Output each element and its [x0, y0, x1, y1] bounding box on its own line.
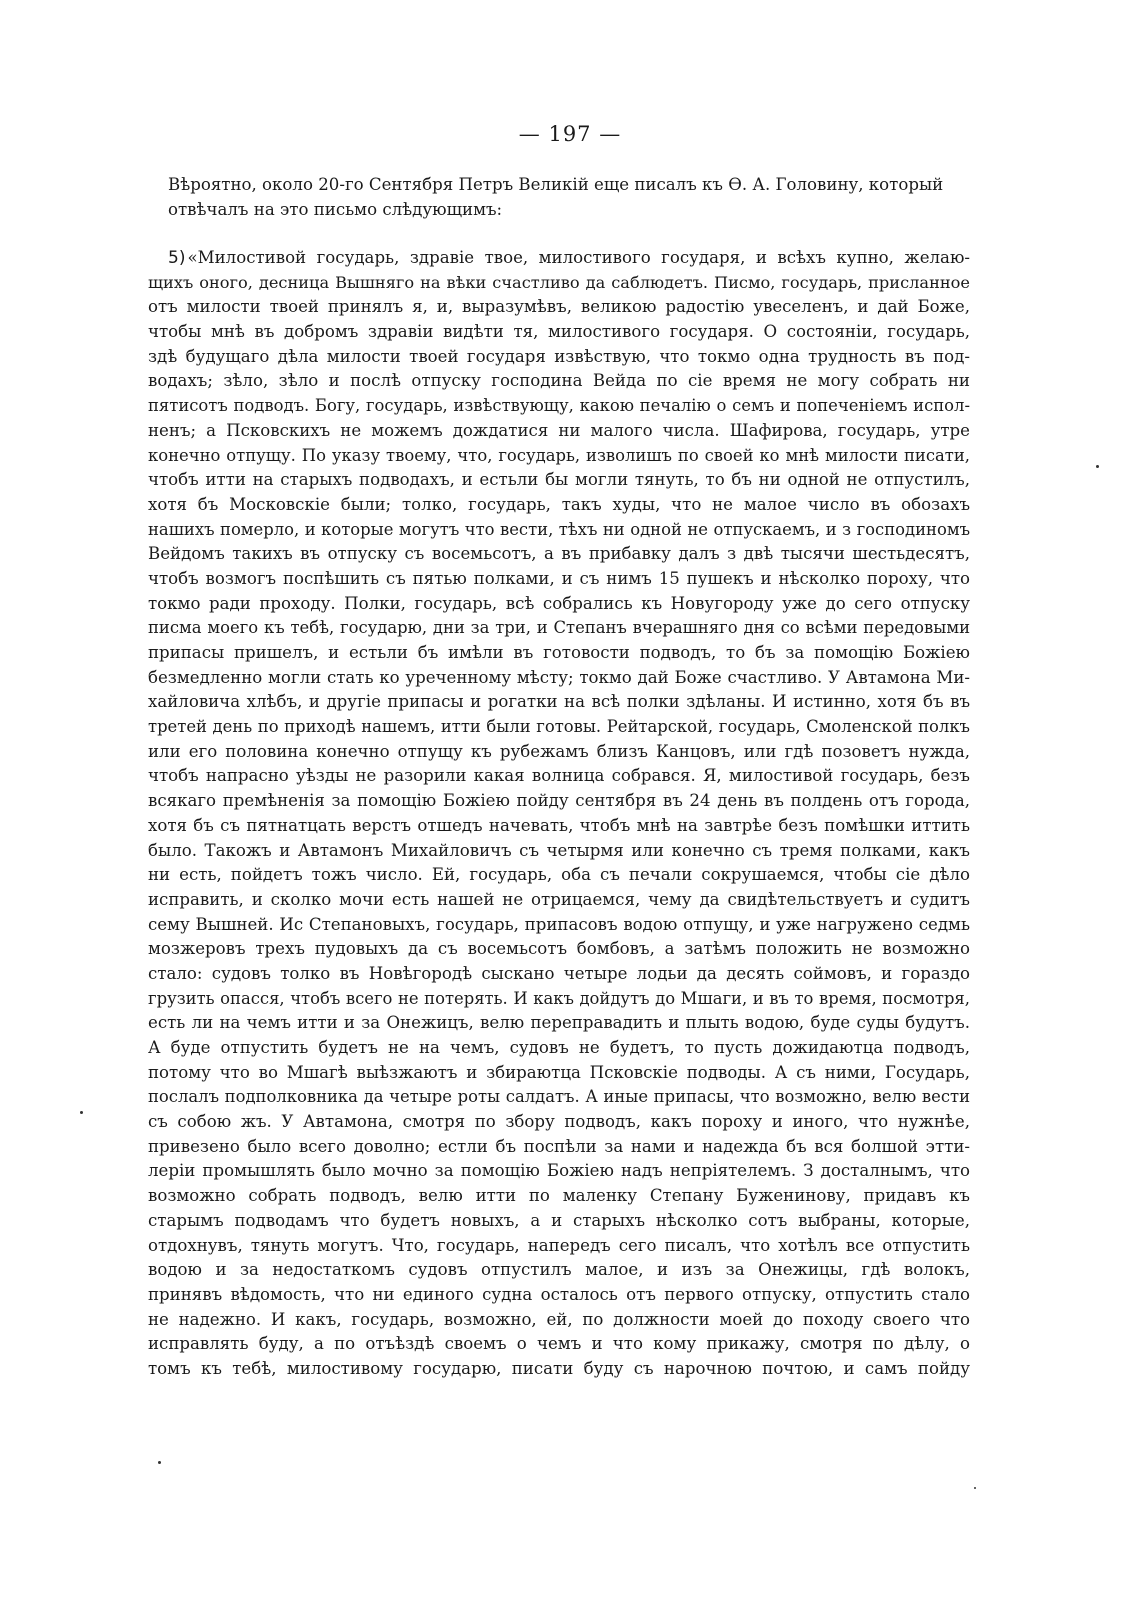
letter-line: ни есть, пойдетъ тожъ число. Ей, государь, оба съ печали сокрушаемся, чтобы сіе дѣло	[148, 865, 970, 885]
letter-line: мозжеровъ трехъ пудовыхъ да съ восемьсотъ бомбовъ, а затѣмъ положить не возможно	[148, 939, 970, 959]
intro-paragraph	[168, 172, 970, 222]
letter-line: конечно отпущу. По указу твоему, что, государь, изволишъ по своей ко мнѣ милости писати,	[148, 445, 970, 465]
letter-line: здѣ будущаго дѣла милости твоей государя извѣствую, что токмо одна трудность въ под-	[148, 346, 970, 366]
letter-line: не надежно. И какъ, государь, возможно, ей, по должности моей до походу своего что	[148, 1309, 970, 1329]
letter-line: сему Вышней. Ис Степановыхъ, государь, припасовъ водою отпущу, и уже нагружено седмь	[148, 914, 970, 934]
scan-speck	[1096, 465, 1099, 468]
letter-line: леріи промышлять было мочно за помощію Божіею надъ непріятелемъ. З досталнымъ, что	[148, 1161, 970, 1181]
letter-line: хотя бъ съ пятнатцать верстъ отшедъ начевать, чтобъ мнѣ на завтрѣе безъ помѣшки иттить	[148, 815, 970, 835]
scan-speck	[158, 1461, 161, 1464]
letter-line: исправлять буду, а по отъѣздѣ своемъ о чемъ и что кому прикажу, смотря по дѣлу, о	[148, 1334, 970, 1354]
letter-line: принявъ вѣдомость, что ни единого судна осталось отъ первого отпуску, отпустить стало	[148, 1284, 970, 1304]
letter-line-text: «Милостивой государь, здравіе твое, милостивого государя, и всѣхъ купно, желаю-	[187, 248, 970, 267]
letter-line: привезено было всего доволно; естли бъ поспѣли за нами и надежда бъ вся болшой этти-	[148, 1136, 970, 1156]
letter-line: водахъ; зѣло, зѣло и послѣ отпуску господина Вейда по сіе время не могу собрать ни	[148, 371, 970, 391]
letter-line: томъ къ тебѣ, милостивому государю, писати буду съ нарочною почтою, и самъ пойду	[148, 1358, 970, 1378]
letter-number: 5)	[168, 248, 186, 268]
letter-line: нашихъ померло, и которые могутъ что вести, тѣхъ ни одной не отпускаемъ, и з господиномъ	[148, 519, 970, 539]
letter-line: Вейдомъ такихъ въ отпуску съ восемьсотъ, а въ прибавку далъ з двѣ тысячи шестьдесятъ,	[148, 544, 970, 564]
letter-line: послалъ подполковника да четыре роты салдатъ. А иные припасы, что возможно, велю вести	[148, 1087, 970, 1107]
scan-speck	[974, 1487, 976, 1489]
letter-line: есть ли на чемъ итти и за Онежицъ, велю переправадить и плыть водою, буде суды будутъ.	[148, 1013, 970, 1033]
letter-line: возможно собрать подводъ, велю итти по маленку Степану Буженинову, придавъ къ	[148, 1186, 970, 1206]
letter-line: токмо ради проходу. Полки, государь, всѣ собрались къ Новугороду уже до сего отпуску	[148, 593, 970, 613]
letter-line: исправить, и сколко мочи есть нашей не отрицаемся, чему да свидѣтельствуетъ и судитъ	[148, 889, 970, 909]
letter-line: чтобъ напрасно уѣзды не разорили какая волница собрався. Я, милостивой государь, безъ	[148, 766, 970, 786]
letter-line: безмедленно могли стать ко уреченному мѣсту; токмо дай Боже счастливо. У Автамона Ми-	[148, 667, 970, 687]
letter-line: отдохнувъ, тянуть могутъ. Что, государь, напередъ сего писалъ, что хотѣлъ все отпустить	[148, 1235, 970, 1255]
page-number: — 197 —	[518, 122, 622, 146]
letter-line: писма моего къ тебѣ, государю, дни за три, и Степанъ вчерашняго дня со всѣми передовыми	[148, 618, 970, 638]
letter-line	[148, 246, 970, 271]
letter-line: старымъ подводамъ что будетъ новыхъ, а и старыхъ нѣсколко сотъ выбраны, которые,	[148, 1210, 970, 1230]
letter-line: третей день по приходѣ нашемъ, итти были готовы. Рейтарской, государь, Смоленской полкъ	[148, 717, 970, 737]
letter-line: А буде отпустить будетъ не на чемъ, судовъ не будетъ, то пусть дожидаютца подводъ,	[148, 1038, 970, 1057]
letter-line: съ собою жъ. У Автамона, смотря по збору подводъ, какъ пороху и иного, что нужнѣе,	[148, 1112, 970, 1132]
letter-line: потому что во Мшагѣ выѣзжаютъ и збираютца Псковскіе подводы. А съ ними, Государь,	[148, 1062, 970, 1082]
letter-line: было. Такожъ и Автамонъ Михайловичъ съ четырмя или конечно съ тремя полками, какъ	[148, 840, 970, 860]
letter-line: ненъ; а Псковскихъ не можемъ дождатися ни малого числа. Шафирова, государь, утре	[148, 420, 970, 440]
scan-speck	[80, 1111, 83, 1114]
letter-line: хайловича хлѣбъ, и другіе припасы и рогатки на всѣ полки здѣланы. И истинно, хотя бъ въ	[148, 692, 970, 712]
letter-line: чтобъ возмогъ поспѣшить съ пятью полками, и съ нимъ 15 пушекъ и нѣсколко пороху, что	[148, 568, 970, 588]
letter-line: припасы пришелъ, и естьли бъ имѣли въ готовости подводъ, то бъ за помощію Божіею	[148, 643, 970, 662]
letter-line: всякаго премѣненія за помощію Божіею пойду сентября въ 24 день въ полдень отъ города,	[148, 791, 970, 811]
letter-line: пятисотъ подводъ. Богу, государь, извѣствующу, какою печалію о семъ и попеченіемъ испол-	[148, 396, 970, 416]
letter-line: грузить опасся, чтобъ всего не потерять. И какъ дойдутъ до Мшаги, и въ то время, посмотря,	[148, 988, 970, 1008]
letter-line: отъ милости твоей принялъ я, и, выразумѣвъ, великою радостію увеселенъ, и дай Боже,	[148, 297, 970, 317]
letter-line: чтобы мнѣ въ добромъ здравіи видѣти тя, милостивого государя. О состояніи, государь,	[148, 322, 970, 342]
letter-line: или его половина конечно отпущу къ рубежамъ близъ Канцовъ, или гдѣ позоветъ нужда,	[148, 741, 970, 761]
intro-line: Вѣроятно, около 20-го Сентября Петръ Великій еще писалъ къ Ѳ. А. Головину, который	[168, 175, 944, 194]
intro-line: отвѣчалъ на это письмо слѣдующимъ:	[168, 200, 503, 219]
letter-line: щихъ оного, десница Вышняго на вѣки счастливо да саблюдетъ. Писмо, государь, присланное	[148, 272, 970, 292]
letter-line: водою и за недостаткомъ судовъ отпустилъ малое, и изъ за Онежицы, гдѣ волокъ,	[148, 1260, 970, 1280]
letter-text	[148, 246, 970, 1382]
letter-line: хотя бъ Московскіе были; толко, государь, такъ худы, что не малое число въ обозахъ	[148, 494, 970, 514]
letter-line: стало: судовъ толко въ Новѣгородѣ сыскано четыре лодьи да десять соймовъ, и гораздо	[148, 963, 970, 983]
letter-line: чтобъ итти на старыхъ подводахъ, и естьли бы могли тянуть, то бъ ни одной не отпустилъ,	[148, 470, 970, 490]
